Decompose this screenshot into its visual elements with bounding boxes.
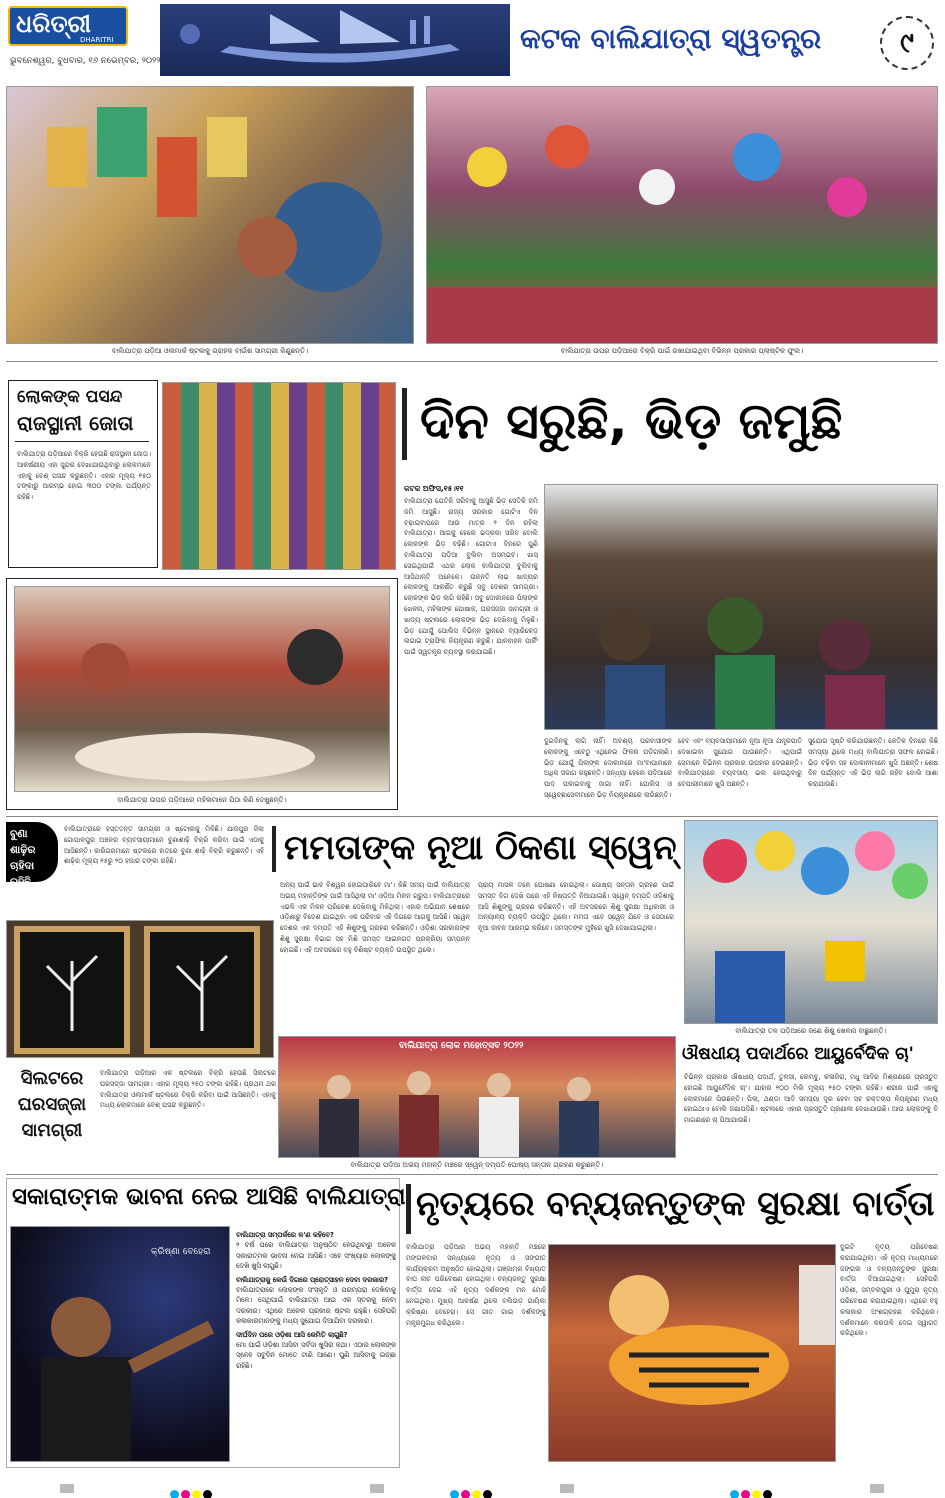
- registration-grey-block: [560, 1484, 574, 1493]
- question-3: ଦୀର୍ଘଦିନ ପରେ ଓଡ଼ିଶା ଆସି କେମିତି ଲାଗୁଛି?: [236, 1330, 348, 1339]
- mid-divider: [6, 816, 938, 817]
- buna-title-box: [6, 822, 58, 888]
- magenta-dot: [741, 1490, 750, 1498]
- boat-illustration: [160, 4, 510, 76]
- masthead: [0, 0, 945, 80]
- supplement-title: କଟକ ବାଲିଯାତ୍ରା ସ୍ୱତନ୍ତ୍ର: [520, 22, 822, 55]
- silat-title: ସିଲଟରେ ଘରସଜ୍ଜା ସାମଗ୍ରୀ: [17, 1068, 87, 1141]
- logo-odia: ଧରିତ୍ରୀ: [16, 10, 91, 38]
- nrutya-col1: ବାଲିଯାତ୍ରା ପଡ଼ିଆର ଅଭୟ ମହାନ୍ତି ମଞ୍ଚରେ ମଙ୍ଗଳବାର ସନ୍ଧ୍ୟାରେ ନୃତ୍ୟ ଓ ସଙ୍ଗୀତ କାର୍ଯ୍ୟକ୍ରମ ଅନୁଷ୍ଠିତ ହୋଇଥିଲା। ଗଞ୍ଜାମର ବିଖ୍ୟାତ ବାଘ ନାଚ ପରିବେଷଣ ହୋଇଥିଲା। ବନ୍ୟଜନ୍ତୁ ସୁରକ୍ଷା ବାର୍ତ୍ତା ଦେଇ ଏହି ନୃତ୍ୟ ଦର୍ଶକଙ୍କ ମନ ମୋହି ନେଇଥିଲା। ମୁଖ୍ୟ ଆକର୍ଷଣ ଥିଲେ ବଲିଉଡ଼ ଗାୟିକା କ୍ରିଷ୍ଣା ବେହେରା। ସେ ଗୀତ ଗାଇ ଦର୍ଶକଙ୍କୁ ମନ୍ତ୍ରମୁଗ୍ଧ କରିଥିଲେ।: [406, 1243, 546, 1327]
- black-dot: [483, 1490, 492, 1498]
- newspaper-logo: [8, 6, 128, 46]
- pitha-caption: ବାଲିଯାତ୍ରା ଉପର ପଡ଼ିଆରେ ମହିଳାମାନେ ପିଠା କିଣି ଦେଖୁଛନ୍ତି।: [117, 796, 287, 804]
- mamata-col1: ଅନ୍ୟ ପାଇଁ ଭାବ ବିଶ୍ୱର ହୋଇପାରିବେ ମା'। କିଛି ସମୟ ପାଇଁ ବାଲିଯାତ୍ରା ଅଭୟ ମହାନ୍ତିଙ୍କ ପାଇଁ ଆସିଥିଲା ମା' ଓଡ଼ିଆ ମିଳନ ଗ୍ରୁପ। ବାଲିଯାତ୍ରାରେ ଏଭଳି ଏକ ମିଳନ ପରିବେଶ ଦେଖିବାକୁ ମିଳିଥିଲା। ଏହାର ଅଭିଯାନ ଶେଷରେ ଓଡ଼ିଶାରୁ ବିଦେଶ ଯାଇଥିବା ଏକ ପରିବାର ଏହି ଦିଗରେ ଆଗକୁ ଆସିଛି। ସ୍ୱେନ୍ ଦେଶର ଏକ ଦମ୍ପତି ଏହି ଶିଶୁଙ୍କୁ ଗ୍ରହଣ କରିଛନ୍ତି। ଓଡ଼ିଶା ସରକାରଙ୍କ ଶିଶୁ ସୁରକ୍ଷା ବିଭାଗ ସହ ମିଶି ସମସ୍ତ ଆଇନଗତ ପ୍ରକ୍ରିୟା ସମ୍ପନ୍ନ ହୋଇଛି। ଏହି ଅବସରରେ ବହୁ ବିଶିଷ୍ଟ ବ୍ୟକ୍ତି ଉପସ୍ଥିତ ଥିଲେ।: [280, 881, 470, 954]
- lower-divider: [6, 1174, 938, 1175]
- lead-headline: ଦିନ ସରୁଛି, ଭିଡ଼ ଜମୁଛି: [420, 392, 843, 450]
- magenta-dot: [181, 1490, 190, 1498]
- cyan-dot: [730, 1490, 739, 1498]
- sweden-couple-photo: [278, 1036, 676, 1158]
- bamboo-basket-photo: [6, 86, 414, 344]
- section-divider: [6, 361, 938, 362]
- black-dot: [763, 1490, 772, 1498]
- page-number-badge: [880, 16, 934, 70]
- pitha-photo: [14, 586, 390, 792]
- singer-photo: [10, 1226, 230, 1462]
- yellow-dot: [192, 1490, 201, 1498]
- bamboo-photo-caption: ବାଲିଯାତ୍ରା ପଡ଼ିଆ ଓଲମାର୍କ ଷ୍ଟଲକୁ ଗ୍ରାହକ ବାଉଁଶ ସାମଗ୍ରୀ କିଣୁଛନ୍ତି।: [111, 347, 309, 355]
- nrutya-headline: ନୃତ୍ୟରେ ବନ୍ୟଜନ୍ତୁଙ୍କ ସୁରକ୍ଷା ବାର୍ତ୍ତା: [416, 1184, 935, 1224]
- lead-col1: ବାଲିଯାତ୍ରା ଯେତିକି ସରିବାକୁ ଆସୁଛି ଭିଡ଼ ସେତିକି ଜମି ଜମି ଆସୁଛି। ରାଜ୍ୟ ସରକାର ଗୋଟିଏ ଦିନ ବଢ଼ାଇବାପରେ ଆଉ ମାତ୍ର ୨ ଦିନ ରହିଲା ବାଲିଯାତ୍ରା। ଆଗକୁ ହେଲେ ଭଦ୍ରକା ସରିବ ବୋଲି ଲୋକଙ୍କ ଭିଡ଼ ବଢ଼ିଛି। ଗୋଟାଏ ଦିନରେ ପୁଣି ବାଲିଯାତ୍ରା ପଡ଼ିଆ ବୁଲିବା ଅସମ୍ଭବ। ଖାସ୍ ସେଇଥିପାଇଁ ଏଥର ଲୋକ ବାଲିଯାତ୍ରା ବୁଲିବାକୁ ଆସିଥାନ୍ତି ଅନେକେ। ଉନ୍ନତି ଲାଭ ଖାଦ୍ୟର ଲୋକଙ୍କୁ ଆକର୍ଷିତ କରୁଛି ସବୁ ଦେଶର ସାମଗ୍ରୀ। ଲୋକଙ୍କ ଭିଡ଼ ଲାଗି ରହିଛି। ସବୁ ଦୋକାନରେ ପିଲାଙ୍କ ଖେଳନା, ମହିଳାଙ୍କ ପୋଷାକ, ଘରସଜ୍ଜା ସାମଗ୍ରୀ ଓ ଖାଦ୍ୟ ଷ୍ଟଲରେ ଲୋକଙ୍କ ଭିଡ଼ ଦେଖିବାକୁ ମିଳୁଛି। ଭିଡ଼ ଯୋଗୁଁ ପୋଲିସ ବିଭିନ୍ନ ସ୍ଥାନରେ ବ୍ୟାରିକେଡ଼ ଲଗାଇ ଟ୍ରାଫିକ ନିୟନ୍ତ୍ରଣ କରୁଛି। ଯାନବାହନ ପାର୍କିଂ ପାଇଁ ସ୍ୱତନ୍ତ୍ର ବ୍ୟବସ୍ଥା କରାଯାଇଛି।: [404, 497, 538, 657]
- jota-text: ବାଲିଯାତ୍ରା ପଡ଼ିଆରେ ବିକ୍ରି ହେଉଛି ରାଜସ୍ଥାନୀ ଜୋତା। ଆକର୍ଷଣୀୟ ଏହା ସୁନ୍ଦର ଦେଖାଯାଉଥିବାରୁ ଲୋକମାନେ ଏହାକୁ ବେଶ୍ ପସନ୍ଦ କରୁଛନ୍ତି। ଏହାର ମୂଲ୍ୟ ୧୫୦ ଟଙ୍କାରୁ ଆରମ୍ଭ ହୋଇ ୩୦୦ ଟଙ୍କା ପର୍ଯ୍ୟନ୍ତ ରହିଛି।: [17, 450, 151, 502]
- registration-grey-block: [370, 1484, 384, 1493]
- ayurveda-headline: ଔଷଧୀୟ ପଦାର୍ଥରେ ଆୟୁର୍ବେଦିକ ଚା': [682, 1044, 914, 1064]
- registration-cmyk-3: [730, 1484, 774, 1498]
- question-2: ବାଲିଯାତ୍ରାକୁ କେଉଁ ଦିଗରେ ପ୍ରୋତ୍ସାହନ ଦେବା ଦରକାର?: [236, 1275, 388, 1284]
- page-number: ୯: [900, 26, 914, 59]
- answer-2: ବାଲିଯାତ୍ରାରେ ଲୋକଙ୍କ ସଂସ୍କୃତି ଓ ପରମ୍ପରା ଦେଖିବାକୁ ମିଳେ। ସେଥିପାଇଁ ବାଲିଯାତ୍ରା ଆଉ ଏକ ସ୍ତରକୁ ନେବା ଦରକାର। ଏଥିରେ ଅନେକ ପ୍ରକାର ଷ୍ଟଲ ରହୁଛି। ସେହିପରି କଳାକାରମାନଙ୍କୁ ମଧ୍ୟ ସୁଯୋଗ ଦିଆଯିବା ଦରକାର।: [236, 1286, 396, 1326]
- flowers-photo-caption: ବାଲିଯାତ୍ରା ଉପର ପଡ଼ିଆରେ ବିକ୍ରି ପାଇଁ ରଖାଯାଇଥିବା ବିଭିନ୍ନ ପ୍ରକାର ପ୍ଲାଷ୍ଟିକ ଫୁଲ।: [560, 347, 804, 355]
- answer-1: ୨ ବର୍ଷ ପରେ ବାଲିଯାତ୍ରା ଅନୁଷ୍ଠିତ ହେଉଥିବାରୁ ଅନେକ ସକାରାତ୍ମକ ଭାବନା ନେଇ ଆସିଛି। ଏହେ ସଂଖ୍ୟାର ଲୋକଙ୍କୁ ଦେଖି ଖୁସି ଲାଗୁଛି।: [236, 1241, 396, 1271]
- singer-name-label: କ୍ରିଷ୍ଣା ବେହେରା: [151, 1247, 211, 1257]
- yellow-dot: [752, 1490, 761, 1498]
- registration-grey-block: [870, 1484, 884, 1493]
- mamata-bar: [272, 826, 276, 872]
- jota-kicker: ଲୋକଙ୍କ ପସନ୍ଦ: [17, 387, 123, 407]
- buna-title: ବୁଣା ଶାଢ଼ିର ଚାହିଦା ରହିଛି: [10, 828, 36, 888]
- silat-art-photo: [6, 920, 274, 1058]
- mamata-col2: ପ୍ରାୟ ମାସକ ତଳେ ଘୋଷଣା ହୋଇଥିଲା। ପୋଷ୍ୟ ସନ୍ତାନ ଗ୍ରହଣ ପାଇଁ ସମସ୍ତ ଦିଗ ଦେଖି ପରେ ଏହି ନିଷ୍ପତ୍ତି ନିଆଯାଇଛି। ସ୍ୱେନ୍ ଦମ୍ପତି ଓଡ଼ିଶାକୁ ଆସି ଶିଶୁଙ୍କୁ ଗ୍ରହଣ କରିଛନ୍ତି। ଏହି ଅବସରରେ ଶିଶୁ ସୁରକ୍ଷା ଅଧିକାରୀ ଓ ଅନ୍ୟାନ୍ୟ ବ୍ୟକ୍ତି ଉପସ୍ଥିତ ଥିଲେ। ମମତା ଏବେ ସ୍ୱେନ୍ ଯିବେ ଓ ସେଠାରେ ନୂଆ ଜୀବନ ଆରମ୍ଭ କରିବେ। ସମସ୍ତଙ୍କ ମୁହଁରେ ଖୁସି ଦେଖାଯାଇଥିଲା।: [478, 881, 674, 933]
- ayurveda-text: ବିଭିନ୍ନ ପ୍ରକାର ଔଷଧୀୟ ପଦାର୍ଥ, ତୁଳସୀ, ଲେମ୍ବୁ, କଳାଜିରା, ମଧୁ ଆଦିର ମିଶ୍ରଣରେ ପ୍ରସ୍ତୁତ ହୋଇଛି ଆୟୁର୍ବେଦିକ ଚା'। ଯାହାର ୧୦୦ ମିଲି ମୂଲ୍ୟ ୧୫୦ ଟଙ୍କା ରହିଛି। ଶରୀର ପାଇଁ ଏହାକୁ ଲୋକମାନେ ପିଉଛନ୍ତି। ପିଲା, ଥଣ୍ଡା ଆଦି ସମସ୍ୟା ଦୂର ହେବା ସହ ରକ୍ତଚାପ ନିୟନ୍ତ୍ରଣ ମଧ୍ୟ ହୋଇଥାଏ ବୋଲି ଜଣାପଡ଼ିଛି। ଷ୍ଟଲରେ ଏହାର ପ୍ରସ୍ତୁତି ପ୍ରଣାଳୀ ଦେଖାଯାଉଛି। ଆଉ ଲୋକଙ୍କୁ ବି ମାଗଣାରେ ଚା ପିଆଯାଉଛି।: [684, 1073, 938, 1125]
- balloon-photo: [684, 820, 938, 1024]
- plastic-flowers-photo: [426, 86, 938, 344]
- mamata-headline: ମମତାଙ୍କ ନୂଆ ଠିକଣା ସ୍ୱେନ୍: [284, 828, 677, 868]
- silat-text: ବାଲିଯାତ୍ରା ପଡ଼ିଆର ଏକ ଷ୍ଟଲରେ ବିକ୍ରି ହେଉଛି ସିଲଟରେ ଘରସଜ୍ଜା ସାମଗ୍ରୀ। ଏହାର ମୂଲ୍ୟ ୨୫୦ ଟଙ୍କା ରହିଛି। ପ୍ରଥମ ଥର ବାଲିଯାତ୍ରା ଓଲମାର୍କ ଷ୍ଟଲରେ ବିକ୍ରି କରିବା ପାଇଁ ଆସିଛନ୍ତି। ଏହାକୁ ମଧ୍ୟ ଲୋକମାନେ ବେଶ୍ ପସନ୍ଦ କରୁଛନ୍ତି।: [100, 1069, 276, 1110]
- sweden-caption: ବାଲିଯାତ୍ରା ପଡ଼ିଆ ଅଭୟ ମହାନ୍ତି ମଞ୍ଚରେ ସ୍ୱେନ୍ ଦମ୍ପତି ପୋଷ୍ୟ ସନ୍ତାନ ଗ୍ରହଣ କରୁଛନ୍ତି।: [350, 1161, 604, 1169]
- nrutya-bar: [406, 1184, 411, 1234]
- lead-byline: କଟକ ଅଫିସ,୧୫।୧୧: [404, 484, 464, 493]
- cyan-dot: [450, 1490, 459, 1498]
- jota-title: ରାଜସ୍ଥାନୀ ଜୋତା: [17, 411, 134, 435]
- answer-3: ମୋ ପାଇଁ ଓଡ଼ିଶା ଆସିବା ସର୍ବଦା ଖୁସିର କଥା। ଏଠାର ଲୋକଙ୍କ ସ୍ନେହ ସବୁଦିନ ମୋତେ ଟାଣି ଆଣେ। ପୁଣି ଆସିବାକୁ ଇଚ୍ଛା ରହିଛି।: [236, 1341, 396, 1370]
- magenta-dot: [461, 1490, 470, 1498]
- registration-grey-block: [60, 1484, 74, 1493]
- registration-marks: [0, 1482, 945, 1496]
- lead-col3: ହେବ ଏବଂ ବ୍ୟବସାୟୀମାନେ ନୂଆ ନୂଆ ଯନ୍ତ୍ରପାତି ଦେଖାଇବା ସୁଯୋଗ ପାଉଛନ୍ତି। ଏଥିପାଇଁ ସେମାନେ ବିଭିନ୍ନ ପ୍ରକାର ଉପହାର ଦେଉଛନ୍ତି। ବାଲିଯାତ୍ରାରେ ବ୍ୟବସାୟ ଭଲ ହେଉଥିବାରୁ ବେପାରୀମାନେ ଖୁସି ଅଛନ୍ତି।: [678, 737, 802, 789]
- headline-bar: [402, 388, 407, 460]
- rajasthani-shoes-photo: [162, 382, 396, 570]
- jota-rule: [15, 441, 149, 442]
- stage-banner: ବାଲିଯାତ୍ରା ଲୋକ ମହୋତ୍ସବ ୨୦୨୨: [399, 1041, 524, 1051]
- balloon-caption: ବାଲିଯାତ୍ରା ତଳ ପଡ଼ିଆରେ ଜଣେ ଶିଶୁ ଖେଳନା ବାଛୁଛନ୍ତି।: [735, 1027, 887, 1035]
- registration-cmyk-2: [450, 1484, 494, 1498]
- question-1: ବାଲିଯାତ୍ରା ସମ୍ପର୍କରେ କ'ଣ କହିବେ?: [236, 1231, 334, 1239]
- interview: [236, 1230, 396, 1462]
- black-dot: [203, 1490, 212, 1498]
- crowd-photo: [544, 484, 938, 730]
- lead-col4: ସୁଯୋଗ ସୃଷ୍ଟି କରିଯାଉଛନ୍ତି। କେତିକ ଦିନରେ କିଛି ସମସ୍ୟା ଥିଲେ ମଧ୍ୟ ବାଲିଯାତ୍ରା ସଫଳ ହୋଇଛି। ଭିଡ଼ ବଢ଼ିବା ସହ ଦୋକାନୀମାନେ ଖୁସି ଅଛନ୍ତି। ଶେଷ ଦିନ ପର୍ଯ୍ୟନ୍ତ ଏହି ଭିଡ଼ ଲାଗି ରହିବ ବୋଲି ଆଶା କରାଯାଉଛି।: [808, 737, 938, 789]
- sakaratmak-headline: ସକାରାତ୍ମକ ଭାବନା ନେଇ ଆସିଛି ବାଲିଯାତ୍ରା: [12, 1184, 406, 1210]
- registration-cmyk-1: [170, 1484, 214, 1498]
- nrutya-col2: ଦୁଇଟି ନୃତ୍ୟ ପରିବେଷଣ କରାଯାଇଥିଲା। ଏହି ନୃତ୍ୟ ମାଧ୍ୟମରେ ଜଙ୍ଗଲ ଓ ବନ୍ୟଜନ୍ତୁଙ୍କ ସୁରକ୍ଷା ବାର୍ତ୍ତା ଦିଆଯାଇଥିଲା। ସେହିପରି ଓଡ଼ିଶୀ, ସମ୍ବଲପୁରୀ ଓ ଘୁମୁରା ନୃତ୍ୟ ପରିବେଷଣ କରାଯାଇଥିଲା। ଏଥିରେ ବହୁ କଳାକାର ଅଂଶଗ୍ରହଣ କରିଥିଲେ। ଦର୍ଶକମାନେ କରତାଳି ଦେଇ ସ୍ୱାଗତ କରିଥିଲେ।: [840, 1243, 938, 1338]
- lead-col2: ଦୁଇଦିନକୁ ଲାଗି ନାହିଁ। ଅବଶ୍ୟ ପରବାସୀଙ୍କ ଲୋକଙ୍କୁ ଏବେଠୁ ଏଥିନେଇ ଫିକର ପଡ଼ିଗଲାଣି। ଭିଡ଼ ଯୋଗୁଁ ପିଲାଙ୍କ ଦୋକାନରେ ମା'ବାପାମାନେ ଅଧିକ ସଜାଗ ରହୁଛନ୍ତି। ସନ୍ଧ୍ୟା ହେଲେ ପଡ଼ିଆରେ ପାଦ ପକାଇବାକୁ ଜାଗା ନାହିଁ। ପୋଲିସ ଓ ସ୍ୱେଚ୍ଛାସେବୀମାନେ ଭିଡ଼ ନିୟନ୍ତ୍ରଣରେ ଲାଗିଛନ୍ତି।: [544, 737, 672, 799]
- yellow-dot: [472, 1490, 481, 1498]
- dateline: ଭୁବନେଶ୍ୱର, ବୁଧବାର, ୧୬ ନଭେମ୍ବର, ୨୦୨୨: [10, 56, 161, 66]
- jota-box: [8, 380, 158, 568]
- cyan-dot: [170, 1490, 179, 1498]
- tiger-dance-photo: [548, 1244, 836, 1462]
- logo-english: DHARITRI: [80, 36, 114, 44]
- buna-text: ବାଲିଯାତ୍ରାରେ ହସ୍ତତନ୍ତ ସାମଗ୍ରୀ ଓ ଷ୍ଟୋଲକୁ ମିଳିଛି। ଯାଜପୁର ଜିଲା ଗୋପାଳପୁର ଅଞ୍ଚଳର ବ୍ୟବସାୟୀମାନେ ବୁଣାଶାଢ଼ି ବିକ୍ରି କରିବା ପାଇଁ ଏଠାକୁ ଆସିଛନ୍ତି। କାରିଗରମାନେ ଷ୍ଟଲରେ ହାତରେ ବୁଣା ଶାଢ଼ି ବିକ୍ରି କରୁଛନ୍ତି। ଏହି ଶାଢ଼ିର ମୂଲ୍ୟ ୧୫ରୁ ୨୦ ହଜାର ଟଙ୍କା ରହିଛି।: [64, 825, 264, 866]
